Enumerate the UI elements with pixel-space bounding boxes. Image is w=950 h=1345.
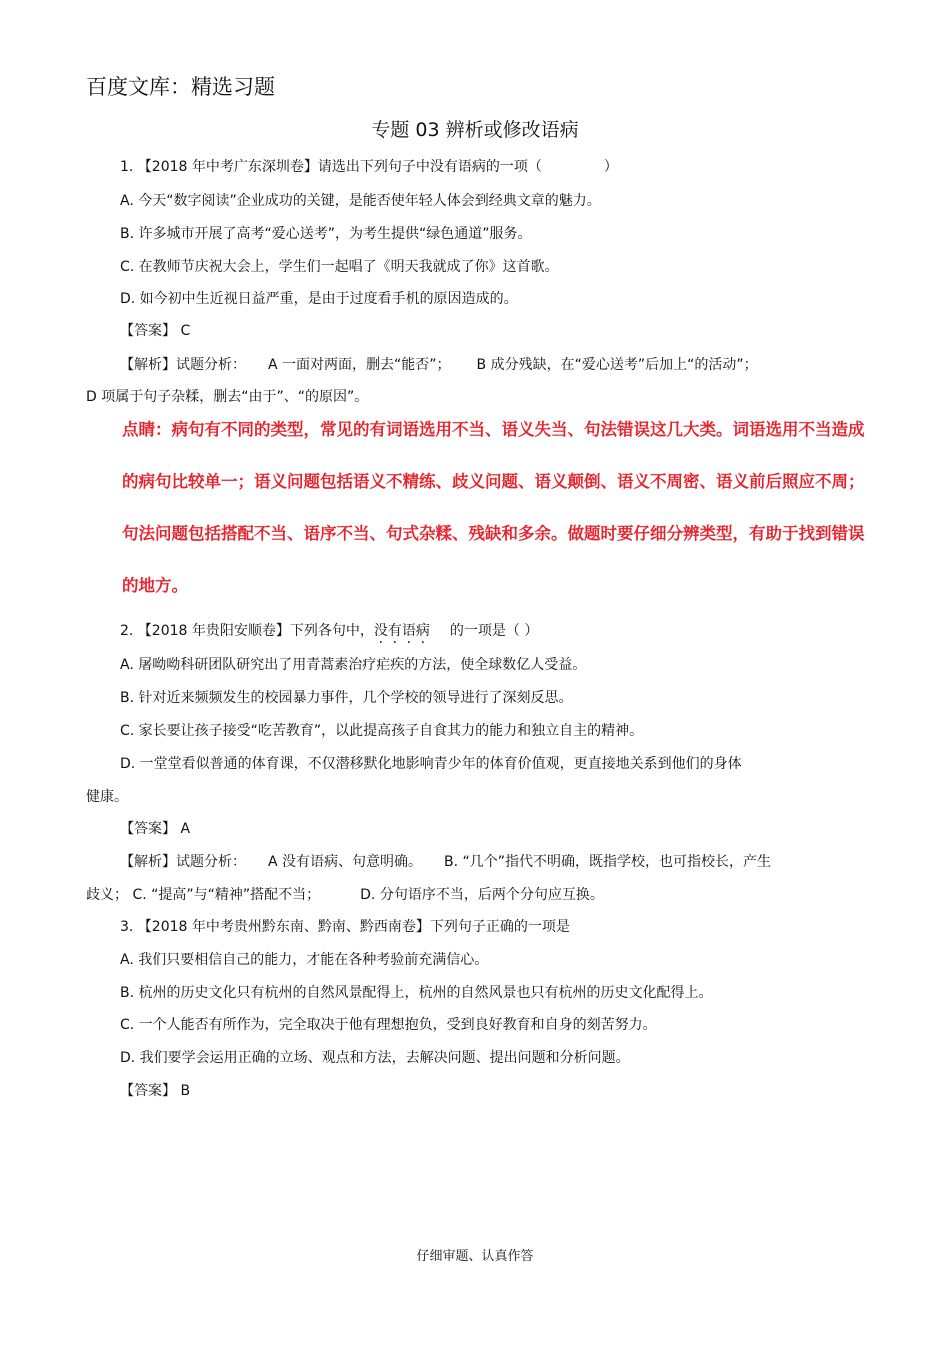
emphasis-char: 语 [401,623,416,639]
emphasis-char: 病 [415,623,430,639]
tip-line-4: 的地方。 [122,576,188,595]
question-1-analysis-line-2: D 项属于句子杂糅，删去“由于”、“的原因”。 [86,389,369,405]
analysis-point-b: B 成分残缺，在“爱心送考”后加上“的活动”； [476,357,758,373]
question-2-analysis-line-2 [86,886,604,904]
question-2-answer: 【答案】 A [120,821,191,837]
analysis-point-c: 歧义； C. “提高”与“精神”搭配不当； [86,887,321,903]
document-header: 百度文库：精选习题 [86,75,275,99]
tip-line-3: 句法问题包括搭配不当、语序不当、句式杂糅、残缺和多余。做题时要仔细分辨类型，有助于找到错误 [122,524,865,543]
analysis-point-d: D. 分句语序不当，后两个分句应互换。 [360,887,604,903]
question-2-option-b: B. 针对近来频频发生的校园暴力事件，几个学校的领导进行了深刻反思。 [120,690,573,706]
question-2-option-a: A. 屠呦呦科研团队研究出了用青蒿素治疗疟疾的方法，使全球数亿人受益。 [120,657,587,673]
question-1-stem-text: 1. 【2018 年中考广东深圳卷】请选出下列句子中没有语病的一项（ [120,159,542,175]
analysis-point-a: A 没有语病、句意明确。 [268,854,423,870]
emphasis-char: 有 [387,623,402,639]
question-2-analysis-line-1 [120,853,771,871]
analysis-point-b: B. “几个”指代不明确，既指学校，也可指校长，产生 [444,854,772,870]
analysis-label: 【解析】试题分析： [120,357,246,373]
question-2-option-c: C. 家长要让孩子接受“吃苦教育”，以此提高孩子自食其力的能力和独立自主的精神。 [120,723,644,739]
question-1-analysis-line-1 [120,356,758,374]
question-1-option-b: B. 许多城市开展了高考“爱心送考”，为考生提供“绿色通道”服务。 [120,226,532,242]
emphasis-char: 没 [373,623,388,639]
tip-line-2: 的病句比较单一；语义问题包括语义不精练、歧义问题、语义颠倒、语义不周密、语义前后照应不周； [122,472,865,491]
question-2-option-d: D. 一堂堂看似普通的体育课，不仅潜移默化地影响青少年的体育价值观，更直接地关系到他们的身体 [120,756,742,772]
page-footer: 仔细审题、认真作答 [416,1249,534,1264]
question-2-option-d-continued: 健康。 [86,789,128,805]
question-3-option-a: A. 我们只要相信自己的能力，才能在各种考验前充满信心。 [120,952,489,968]
question-1-option-d: D. 如今初中生近视日益严重，是由于过度看手机的原因造成的。 [120,291,518,307]
question-1-option-a: A. 今天“数字阅读”企业成功的关键，是能否使年轻人体会到经典文章的魅力。 [120,193,601,209]
question-1-stem-end: ） [603,159,618,175]
question-2-stem-text: 2. 【2018 年贵阳安顺卷】下列各句中， [120,623,374,639]
analysis-label: 【解析】试题分析： [120,854,246,870]
question-3-option-d: D. 我们要学会运用正确的立场、观点和方法，去解决问题、提出问题和分析问题。 [120,1050,630,1066]
question-3-answer: 【答案】 B [120,1083,191,1099]
question-3-stem: 3. 【2018 年中考贵州黔东南、黔南、黔西南卷】下列句子正确的一项是 [120,919,570,935]
question-1-stem [120,158,618,176]
document-title: 专题 03 辨析或修改语病 [371,119,579,141]
analysis-point-a: A 一面对两面，删去“能否”； [268,357,451,373]
question-3-option-c: C. 一个人能否有所作为，完全取决于他有理想抱负，受到良好教育和自身的刻苦努力。 [120,1017,657,1033]
tip-line-1: 点睛：病句有不同的类型，常见的有词语选用不当、语义失当、句法错误这几大类。词语选用不当造成 [122,420,865,439]
question-3-option-b: B. 杭州的历史文化只有杭州的自然风景配得上，杭州的自然风景也只有杭州的历史文化配得上。 [120,985,713,1001]
question-2-stem-end: 的一项是（ ） [449,623,539,639]
question-1-answer: 【答案】 C [120,323,191,339]
question-1-option-c: C. 在教师节庆祝大会上，学生们一起唱了《明天我就成了你》这首歌。 [120,259,559,275]
question-2-stem [120,622,538,640]
